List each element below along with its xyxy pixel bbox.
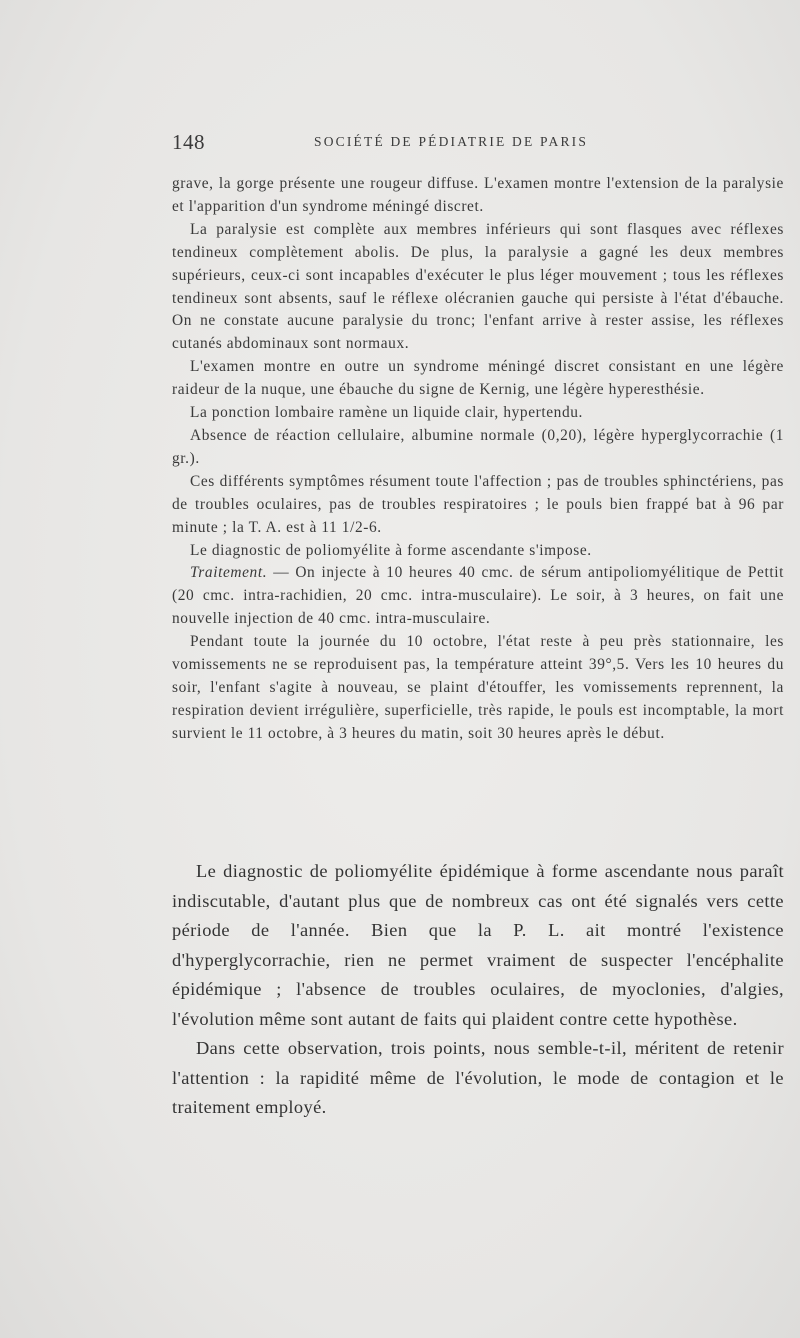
running-head: SOCIÉTÉ DE PÉDIATRIE DE PARIS (314, 134, 589, 149)
observation-paragraph: La paralysie est complète aux membres inférieurs qui sont flasques avec réflexes tendineux complètement abolis. De plus, la paralysie a gagné les deux membres supérieurs, ceux-ci sont incapables d'exécuter le plus léger mouvement ; tous les réflexes tendineux sont absents, sauf le réflexe olécranien gauche qui persiste à l'état d'ébauche. On ne constate aucune paralysie du tronc; l'enfant arrive à rester assise, les réflexes cutanés abdominaux sont normaux. (172, 220, 784, 353)
clinical-observation (172, 173, 784, 746)
treatment-label: Traitement. (190, 564, 268, 582)
commentary-paragraph: Dans cette observation, trois points, nous semble-t-il, méritent de retenir l'attention : la rapidité même de l'évolution, le mode de contagion et le traitement employé. (172, 1038, 784, 1117)
commentary-paragraph: Le diagnostic de poliomyélite épidémique à forme ascendante nous paraît indiscutable, d'autant plus que de nombreux cas ont été signalés vers cette période de l'année. Bien que la P. L. ait montré l'existence d'hyperglycorrachie, rien ne permet vraiment de suspecter l'encéphalite épidémique ; l'absence de troubles oculaires, de myoclonies, d'algies, l'évolution même sont autant de faits qui plaident contre cette hypothèse. (172, 861, 784, 1029)
observation-paragraph: La ponction lombaire ramène un liquide clair, hypertendu. (190, 404, 584, 422)
observation-paragraph: grave, la gorge présente une rougeur diffuse. L'examen montre l'extension de la paralysie et l'apparition d'un syndrome méningé discret. (172, 175, 784, 215)
observation-paragraph: Ces différents symptômes résument toute l'affection ; pas de troubles sphinctériens, pas de troubles oculaires, pas de troubles respiratoires ; le pouls bien frappé bat à 96 par minute ; la T. A. est à 11 1/2-6. (172, 472, 784, 536)
treatment-text: — On injecte à 10 heures 40 cmc. de sérum antipoliomyélitique de Pettit (20 cmc. intra-rachidien, 20 cmc. intra-musculaire). Le soir, à 3 heures, on fait une nouvelle injection de 40 cmc. intra-musculaire. (172, 564, 784, 628)
observation-paragraph: Absence de réaction cellulaire, albumine normale (0,20), légère hyperglycorrachie (1 gr.). (172, 426, 784, 467)
observation-paragraph: L'examen montre en outre un syndrome méningé discret consistant en une légère raideur de la nuque, une ébauche du signe de Kernig, une légère hyperesthésie. (172, 358, 784, 399)
page-number: 148 (172, 130, 205, 154)
commentary (172, 857, 784, 1123)
treatment-paragraph (172, 562, 784, 631)
observation-paragraph: Le diagnostic de poliomyélite à forme ascendante s'impose. (190, 541, 592, 559)
page-header (172, 130, 592, 160)
observation-paragraph: Pendant toute la journée du 10 octobre, l'état reste à peu près stationnaire, les vomissements ne se reproduisent pas, la température atteint 39°,5. Vers les 10 heures du soir, l'enfant s'agite à nouveau, se plaint d'étouffer, les vomissements reprennent, la respiration devient irrégulière, superficielle, très rapide, le pouls est incomptable, la mort survient le 11 octobre, à 3 heures du matin, soit 30 heures après le début. (172, 633, 784, 742)
